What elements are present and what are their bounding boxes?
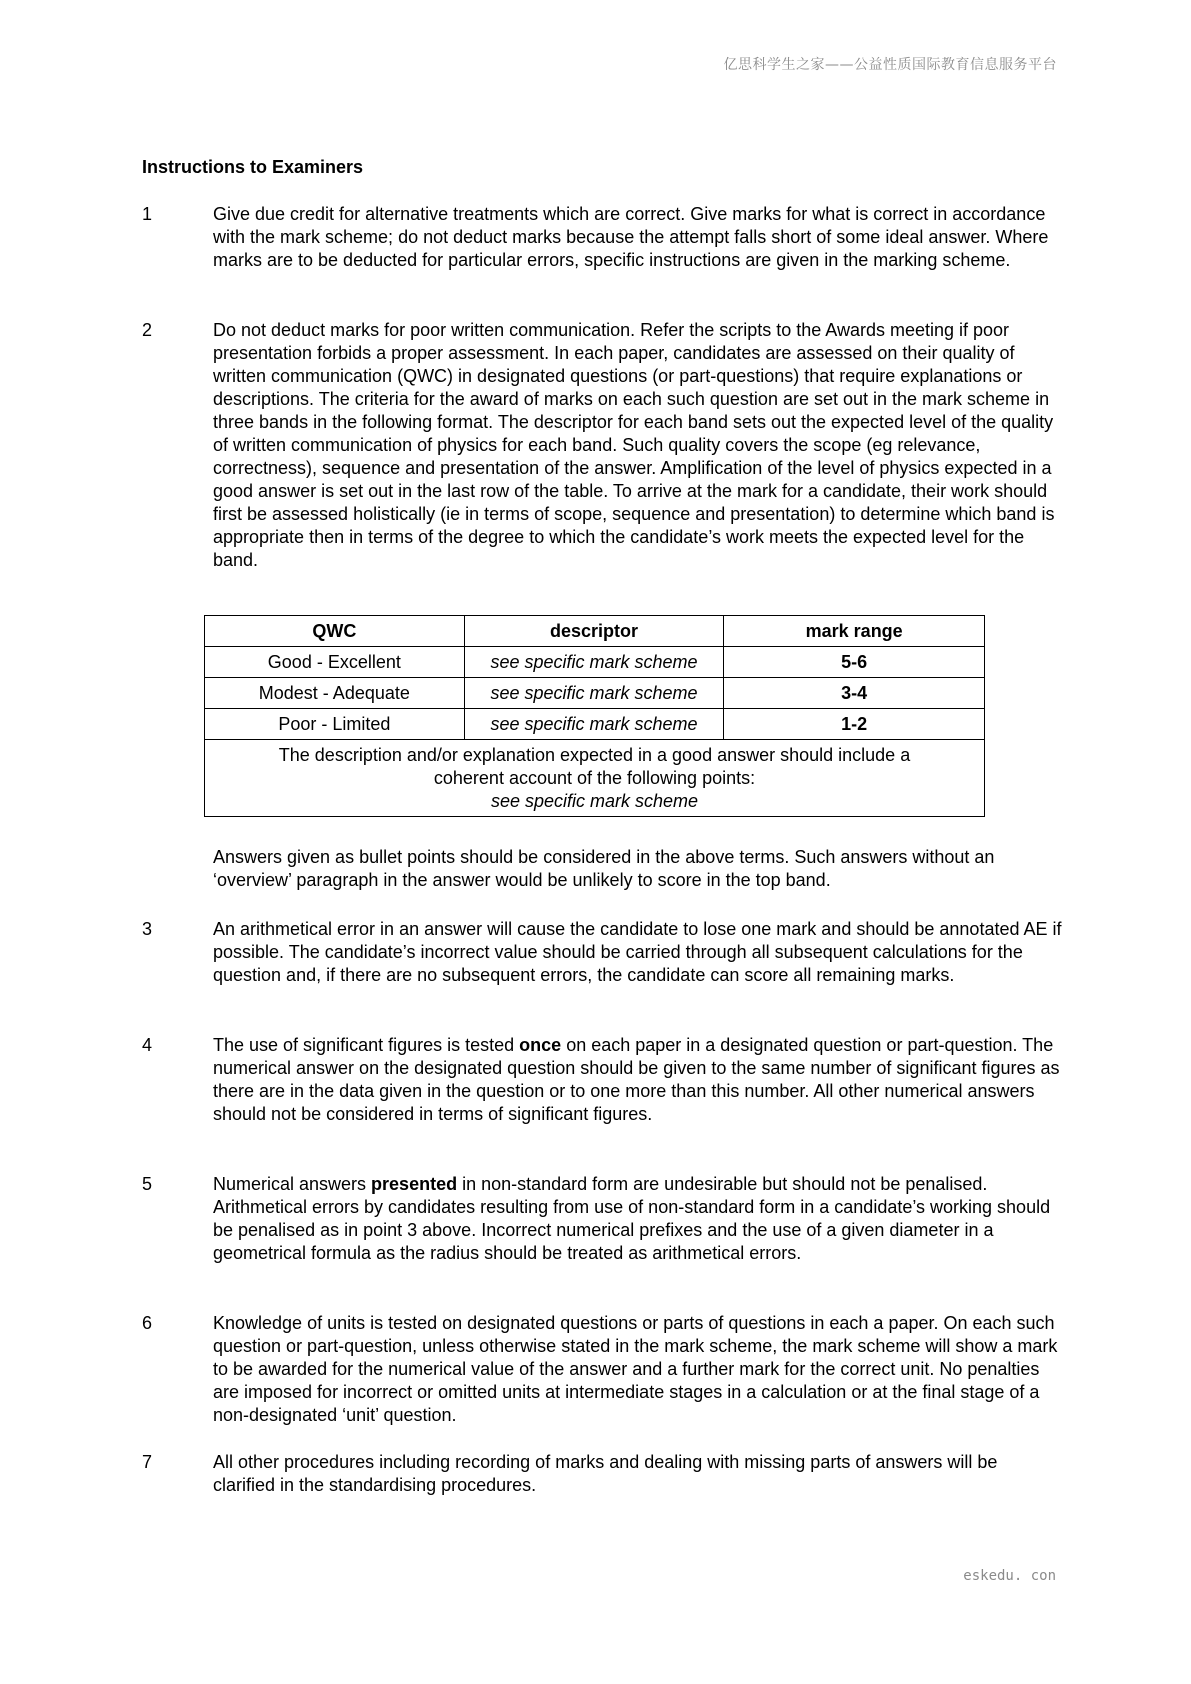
table-row <box>205 647 985 678</box>
emphasis-presented: presented <box>371 1174 458 1194</box>
item-text: Knowledge of units is tested on designated questions or parts of questions in each a paper. On each such question or part-question, unless otherwise stated in the mark scheme, the mark scheme will show a mark to be awarded for the numerical value of the answer and a further mark for the correct unit. No penalties are imposed for incorrect or omitted units at intermediate stages in a calculation or at the final stage of a non-designated ‘unit’ question. <box>213 1313 1058 1425</box>
mark-range-cell: 5-6 <box>724 647 985 678</box>
item-number: 2 <box>142 320 153 340</box>
emphasis-once: once <box>519 1035 562 1055</box>
column-header: mark range <box>724 616 985 647</box>
page-title: Instructions to Examiners <box>142 157 364 177</box>
table-row <box>205 678 985 709</box>
item-text: The use of significant figures is tested once on each paper in a designated question or part-question. The numerical answer on the designated question should be given to the same number of significant figures as there are in the data given in the question or to one more than this number. All other numerical answers should not be considered in terms of significant figures. <box>213 1035 1060 1124</box>
item-number: 5 <box>142 1174 153 1194</box>
mark-range-cell: 3-4 <box>724 678 985 709</box>
column-header: descriptor <box>464 616 724 647</box>
qwc-table <box>204 615 985 817</box>
good-answer-description <box>205 740 985 817</box>
header-watermark: 亿思科学生之家——公益性质国际教育信息服务平台 <box>723 57 1057 73</box>
item-number: 4 <box>142 1035 153 1055</box>
item-number: 6 <box>142 1313 153 1333</box>
descriptor-cell: see specific mark scheme <box>464 647 724 678</box>
table-header-row <box>205 616 985 647</box>
item-text: Give due credit for alternative treatments which are correct. Give marks for what is correct in accordance with the mark scheme; do not deduct marks because the attempt falls short of some ideal answer. Where marks are to be deducted for particular errors, specific instructions are given in the marking scheme. <box>213 204 1049 270</box>
footer-watermark: eskedu. con <box>963 1568 1056 1584</box>
footer-description-text: The description and/or explanation expected in a good answer should include a coherent account of the following points: <box>278 744 911 788</box>
qwc-band: Poor - Limited <box>205 709 465 740</box>
footer-see-scheme: see specific mark scheme <box>490 790 699 811</box>
bullet-points-note: Answers given as bullet points should be considered in the above terms. Such answers without an ‘overview’ paragraph in the answer would be unlikely to score in the top band. <box>213 847 995 890</box>
item-text: An arithmetical error in an answer will cause the candidate to lose one mark and should be annotated AE if possible. The candidate’s incorrect value should be carried through all subsequent calculations for the question and, if there are no subsequent errors, the candidate can score all remaining marks. <box>213 919 1062 985</box>
mark-range-cell: 1-2 <box>724 709 985 740</box>
item-text: Do not deduct marks for poor written communication. Refer the scripts to the Awards meeting if poor presentation forbids a proper assessment. In each paper, candidates are assessed on their quality of written communication (QWC) in designated questions (or part-questions) that require explanations or descriptions. The criteria for the award of marks on each such question are set out in the mark scheme in three bands in the following format. The descriptor for each band sets out the expected level of the quality of written communication of physics for each band. Such quality covers the scope (eg relevance, correctness), sequence and presentation of the answer. Amplification of the level of physics expected in a good answer is set out in the last row of the table. To arrive at the mark for a candidate, their work should first be assessed holistically (ie in terms of scope, sequence and presentation) to determine which band is appropriate then in terms of the degree to which the candidate’s work meets the expected level for the band. <box>213 320 1055 570</box>
descriptor-cell: see specific mark scheme <box>464 678 724 709</box>
table-row <box>205 709 985 740</box>
item-text: All other procedures including recording of marks and dealing with missing parts of answers will be clarified in the standardising procedures. <box>213 1452 998 1495</box>
item-number: 1 <box>142 204 153 224</box>
table-footer-row <box>205 740 985 817</box>
item-number: 7 <box>142 1452 153 1472</box>
qwc-band: Modest - Adequate <box>205 678 465 709</box>
descriptor-cell: see specific mark scheme <box>464 709 724 740</box>
item-text: Numerical answers presented in non-standard form are undesirable but should not be penalised. Arithmetical errors by candidates resulting from use of non-standard form in a candidate’s working should be penalised as in point 3 above. Incorrect numerical prefixes and the use of a given diameter in a geometrical formula as the radius should be treated as arithmetical errors. <box>213 1174 1051 1263</box>
column-header: QWC <box>205 616 465 647</box>
qwc-band: Good - Excellent <box>205 647 465 678</box>
item-number: 3 <box>142 919 153 939</box>
